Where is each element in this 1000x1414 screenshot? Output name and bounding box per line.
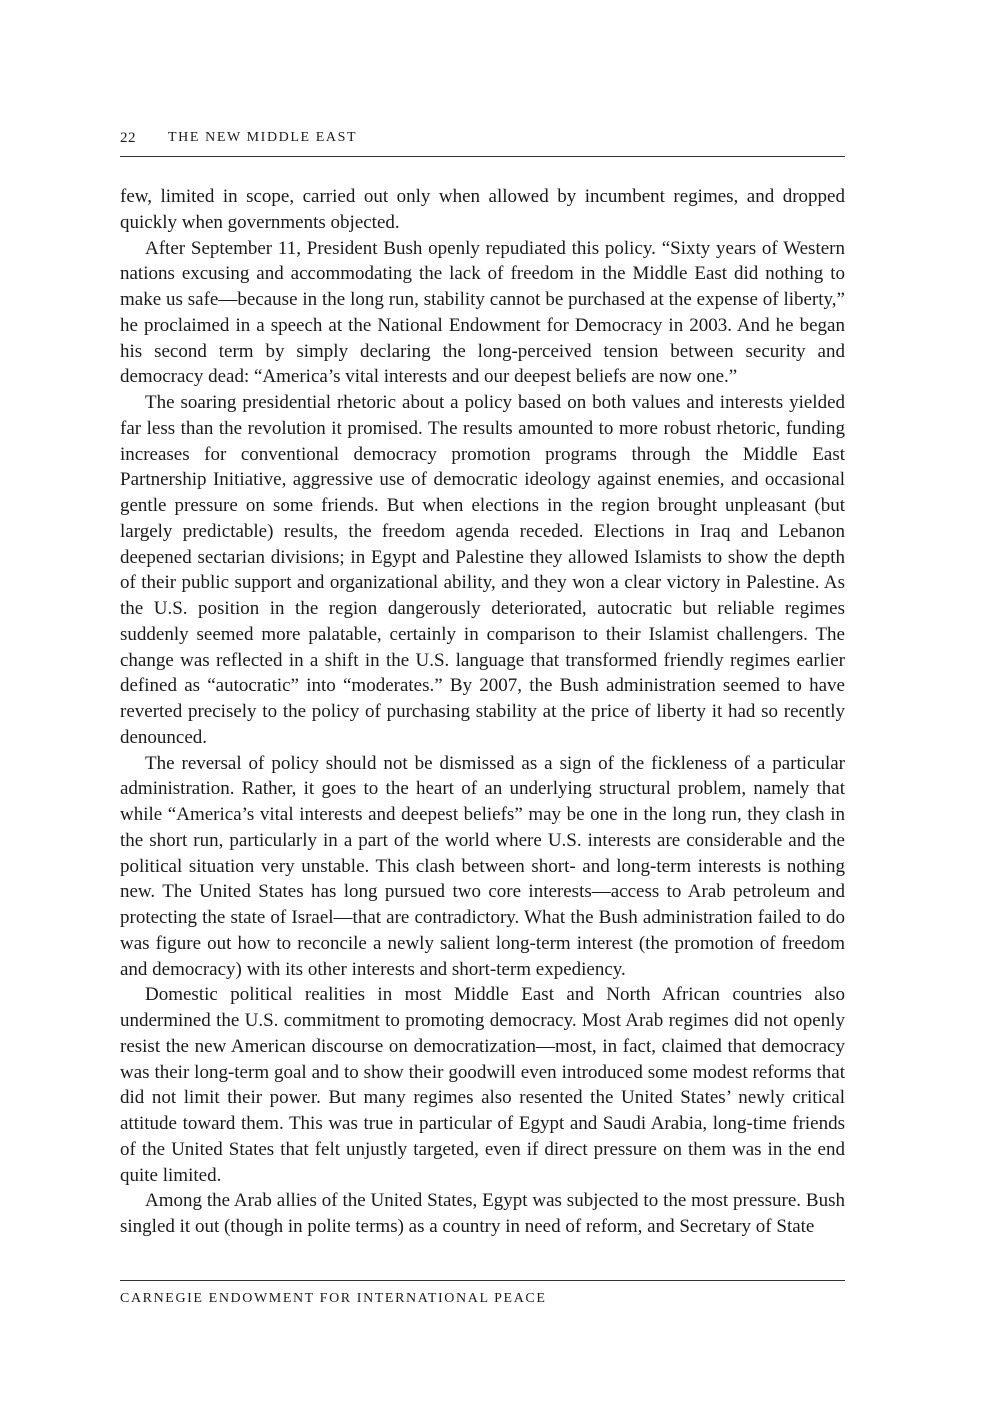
running-head: THE NEW MIDDLE EAST (168, 130, 358, 145)
paragraph: The reversal of policy should not be dismissed as a sign of the fickleness of a particular administration. Rather, it goes to the heart of an underlying structural problem, namely that while “America’s vital interests and deepest beliefs” may be one in the long run, they clash in the short run, particularly in a part of the world where U.S. interests are considerable and the political situation very unstable. This clash between short- and long-term interests is nothing new. The United States has long pursued two core interests—access to Arab petroleum and protecting the state of Israel—that are contradictory. What the Bush administration failed to do was figure out how to reconcile a newly salient long-term interest (the promotion of freedom and democracy) with its other interests and short-term expediency. (120, 752, 845, 980)
page-header (120, 128, 845, 157)
footer-publisher: CARNEGIE ENDOWMENT FOR INTERNATIONAL PEACE (120, 1291, 547, 1306)
page-footer (120, 1280, 845, 1306)
paragraph: Among the Arab allies of the United States, Egypt was subjected to the most pressure. Bush singled it out (though in polite terms) as a country in need of reform, and Secretary of State (120, 1190, 845, 1237)
paragraph: Domestic political realities in most Middle East and North African countries also undermined the U.S. commitment to promoting democracy. Most Arab regimes did not openly resist the new American discourse on democratization—most, in fact, claimed that democracy was their long-term goal and to show their goodwill even introduced some modest reforms that did not limit their power. But many regimes also resented the United States’ newly critical attitude toward them. This was true in particular of Egypt and Saudi Arabia, long-time friends of the United States that felt unjustly targeted, even if direct pressure on them was in the end quite limited. (120, 984, 845, 1186)
paragraph: The soaring presidential rhetoric about a policy based on both values and interests yielded far less than the revolution it promised. The results amounted to more robust rhetoric, funding increases for conventional democracy promotion programs through the Middle East Partnership Initiative, aggressive use of democratic ideology against enemies, and occasional gentle pressure on some friends. But when elections in the region brought unpleasant (but largely predictable) results, the freedom agenda receded. Elections in Iraq and Lebanon deepened sectarian divisions; in Egypt and Palestine they allowed Islamists to show the depth of their public support and organizational ability, and they won a clear victory in Palestine. As the U.S. position in the region dangerously deteriorated, autocratic but reliable regimes suddenly seemed more palatable, certainly in comparison to their Islamist challengers. The change was reflected in a shift in the U.S. language that transformed friendly regimes earlier defined as “autocratic” into “moderates.” By 2007, the Bush administration seemed to have reverted precisely to the policy of purchasing stability at the price of liberty it had so recently denounced. (120, 392, 845, 748)
paragraph-continued: few, limited in scope, carried out only when allowed by incumbent regimes, and dropped quickly when governments objected. (120, 186, 845, 233)
paragraph: After September 11, President Bush openly repudiated this policy. “Sixty years of Western nations excusing and accommodating the lack of freedom in the Middle East did nothing to make us safe—because in the long run, stability cannot be purchased at the expense of liberty,” he proclaimed in a speech at the National Endowment for Democracy in 2003. And he began his second term by simply declaring the long-perceived tension between security and democracy dead: “America’s vital interests and our deepest beliefs are now one.” (120, 237, 845, 388)
body-text (120, 184, 845, 1240)
page-number: 22 (120, 130, 136, 146)
